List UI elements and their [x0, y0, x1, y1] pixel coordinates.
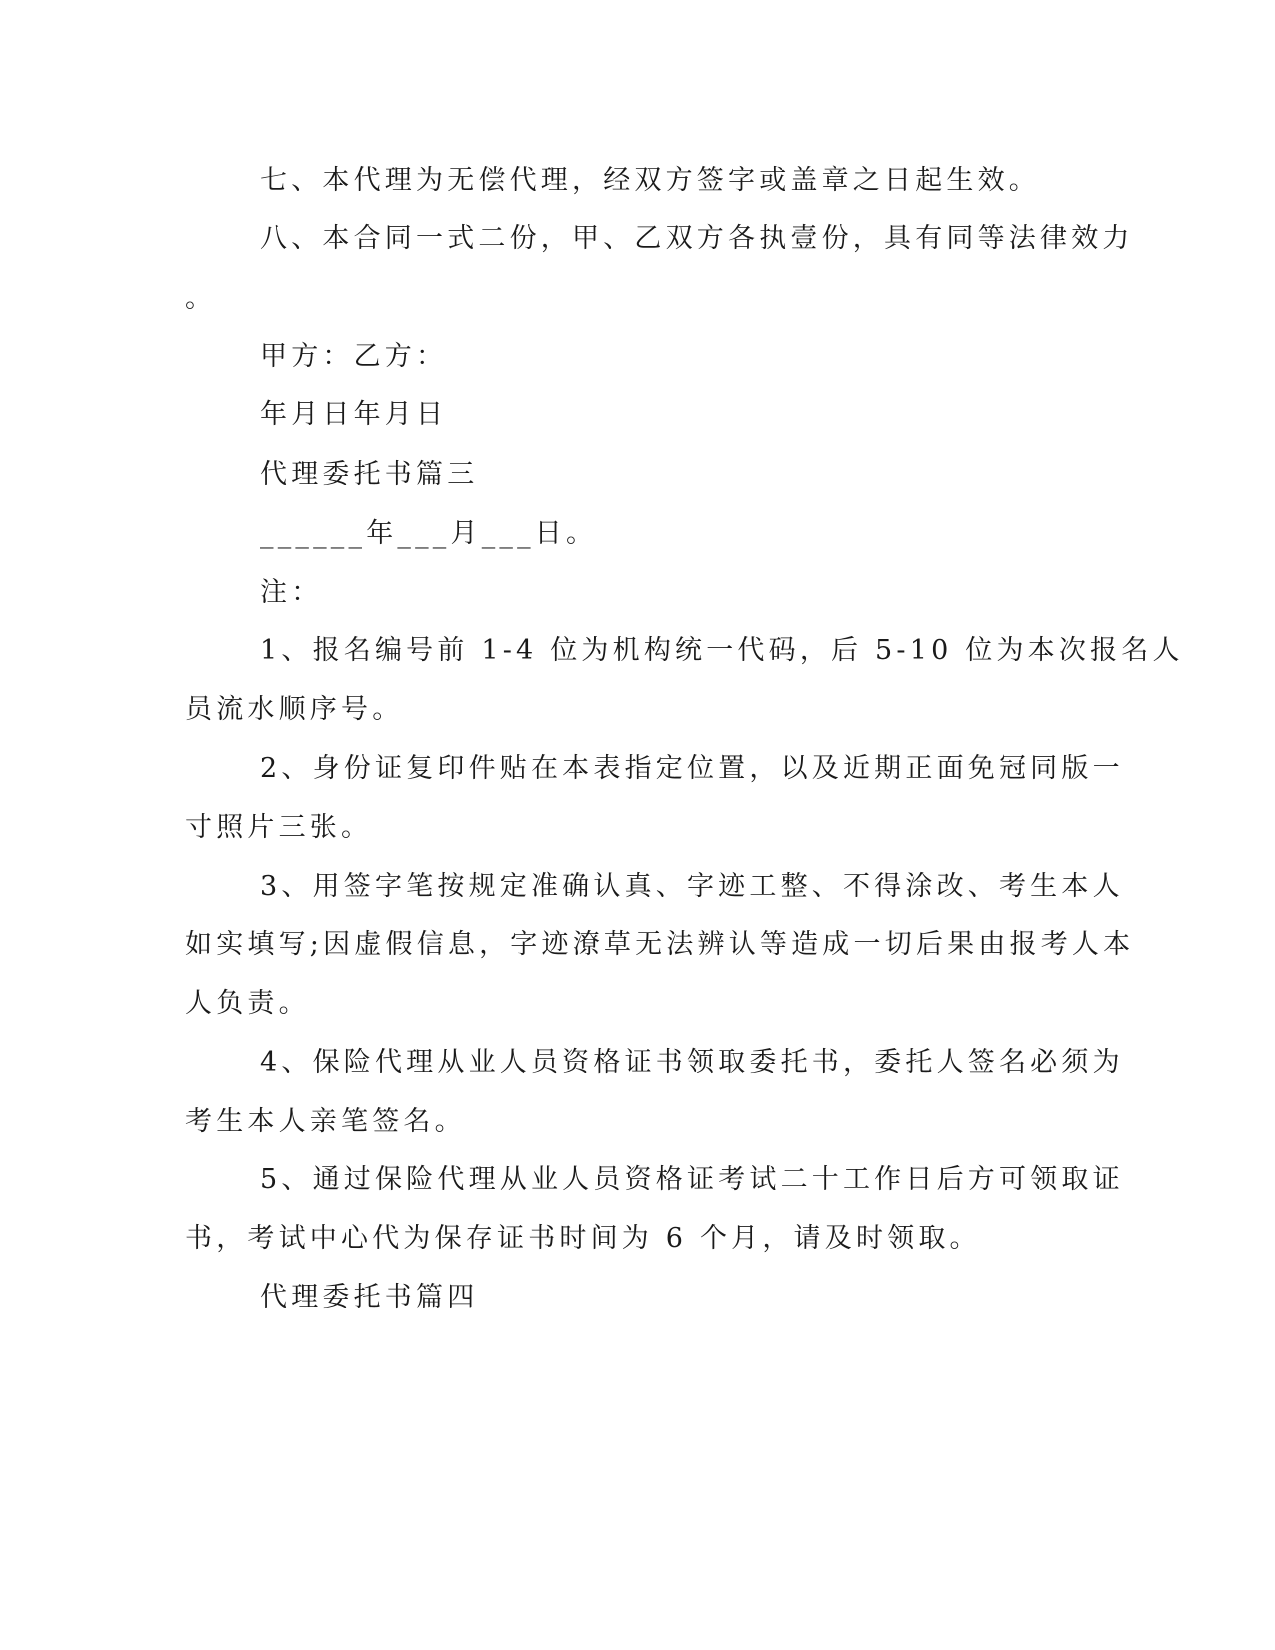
clause-8: 八、本合同一式二份，甲、乙双方各执壹份，具有同等法律效力 — [260, 223, 1134, 254]
section-heading-4: 代理委托书篇四 — [260, 1282, 479, 1313]
section-heading-3: 代理委托书篇三 — [260, 459, 479, 490]
note-4-line-2: 考生本人亲笔签名。 — [185, 1106, 466, 1137]
note-4-line-1: 4、保险代理从业人员资格证书领取委托书，委托人签名必须为 — [260, 1047, 1124, 1078]
clause-8-continuation: 。 — [185, 283, 217, 314]
document-page — [185, 0, 1184, 1650]
note-3-line-3: 人负责。 — [185, 988, 310, 1019]
note-3-line-2: 如实填写;因虚假信息，字迹潦草无法辨认等造成一切后果由报考人本 — [185, 929, 1135, 960]
clause-7: 七、本代理为无偿代理，经双方签字或盖章之日起生效。 — [260, 165, 1040, 196]
signature-dates: 年月日年月日 — [260, 399, 448, 430]
notes-label: 注： — [260, 577, 323, 608]
note-1-line-1: 1、报名编号前 1-4 位为机构统一代码，后 5-10 位为本次报名人 — [260, 635, 1184, 666]
note-5-line-2: 书，考试中心代为保存证书时间为 6 个月，请及时领取。 — [185, 1223, 981, 1254]
date-blank-line: ______年___月___日。 — [260, 518, 598, 549]
note-1-line-2: 员流水顺序号。 — [185, 694, 404, 725]
note-2-line-2: 寸照片三张。 — [185, 812, 373, 843]
note-5-line-1: 5、通过保险代理从业人员资格证考试二十工作日后方可领取证 — [260, 1164, 1124, 1195]
note-2-line-1: 2、身份证复印件贴在本表指定位置，以及近期正面免冠同版一 — [260, 753, 1124, 784]
signature-parties: 甲方：乙方： — [260, 341, 448, 372]
note-3-line-1: 3、用签字笔按规定准确认真、字迹工整、不得涂改、考生本人 — [260, 871, 1124, 902]
